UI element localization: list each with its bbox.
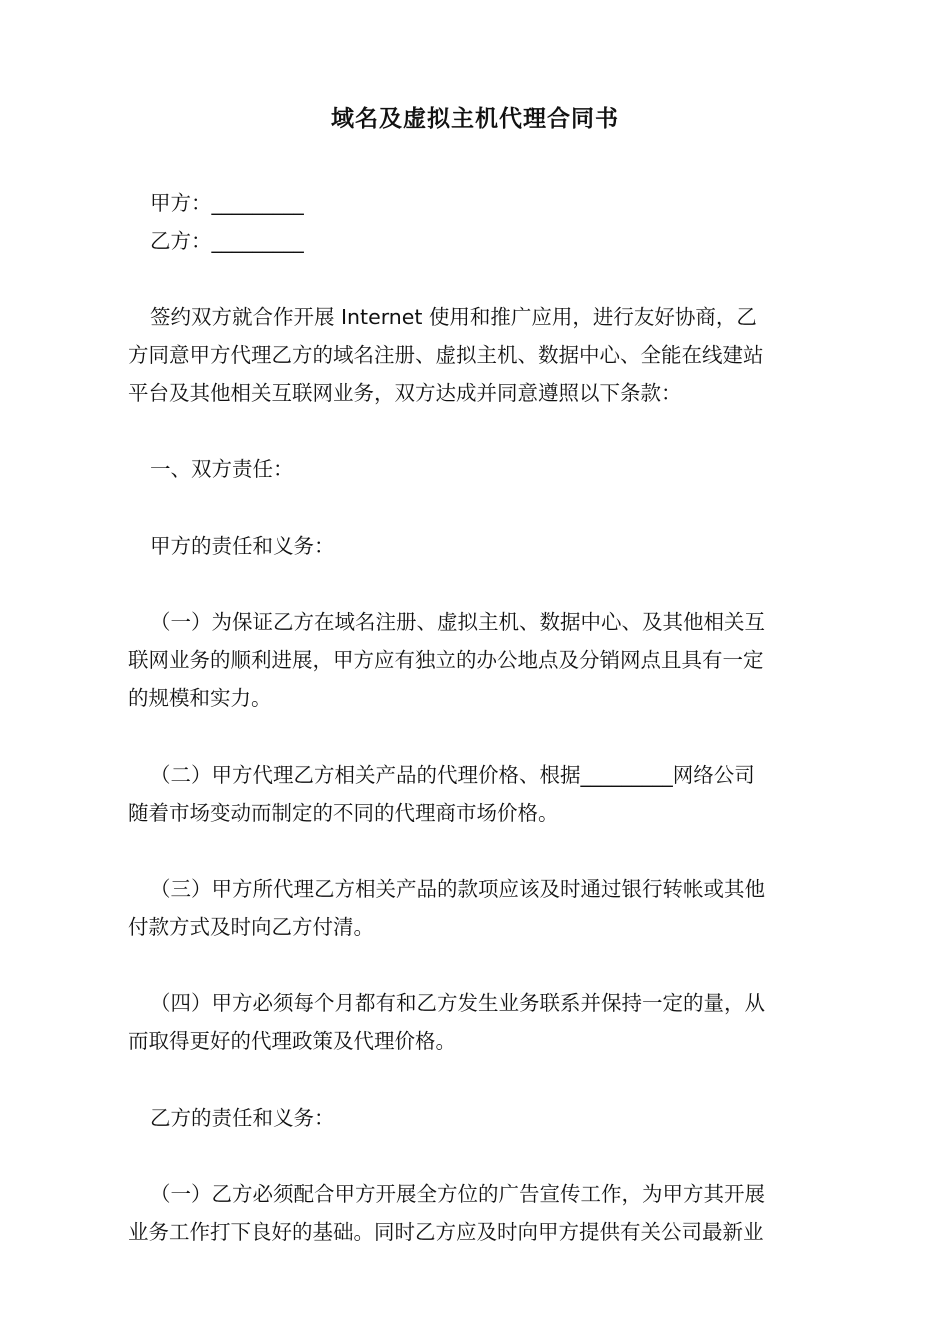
intro-line-2: 方同意甲方代理乙方的域名注册、虚拟主机、数据中心、全能在线建站 [128, 343, 764, 367]
party-a-line: 甲方：_________ [150, 191, 304, 215]
party-a-duty-3-line-1: （三）甲方所代理乙方相关产品的款项应该及时通过银行转帐或其他 [150, 877, 765, 901]
party-a-duty-2-line-1: （二）甲方代理乙方相关产品的代理价格、根据_________网络公司 [150, 763, 755, 787]
party-b-line: 乙方：_________ [150, 229, 304, 253]
party-a-duties-heading: 甲方的责任和义务： [150, 534, 335, 558]
intro-line-1: 签约双方就合作开展 Internet 使用和推广应用，进行友好协商，乙 [150, 305, 757, 329]
party-a-duty-4-line-2: 而取得更好的代理政策及代理价格。 [128, 1029, 456, 1053]
document-title: 域名及虚拟主机代理合同书 [331, 106, 619, 132]
party-a-duty-2-line-2: 随着市场变动而制定的不同的代理商市场价格。 [128, 801, 559, 825]
party-a-duty-1-line-3: 的规模和实力。 [128, 686, 272, 710]
section-heading: 一、双方责任： [150, 457, 294, 481]
party-a-duty-1-line-2: 联网业务的顺利进展，甲方应有独立的办公地点及分销网点且具有一定 [128, 648, 764, 672]
party-a-duty-3-line-2: 付款方式及时向乙方付清。 [128, 915, 374, 939]
party-b-duties-heading: 乙方的责任和义务： [150, 1106, 335, 1130]
party-a-duty-4-line-1: （四）甲方必须每个月都有和乙方发生业务联系并保持一定的量，从 [150, 991, 765, 1015]
party-b-duty-1-line-1: （一）乙方必须配合甲方开展全方位的广告宣传工作，为甲方其开展 [150, 1182, 765, 1206]
intro-line-3: 平台及其他相关互联网业务，双方达成并同意遵照以下条款： [128, 381, 682, 405]
party-a-duty-1-line-1: （一）为保证乙方在域名注册、虚拟主机、数据中心、及其他相关互 [150, 610, 765, 634]
party-b-duty-1-line-2: 业务工作打下良好的基础。同时乙方应及时向甲方提供有关公司最新业 [128, 1220, 764, 1244]
